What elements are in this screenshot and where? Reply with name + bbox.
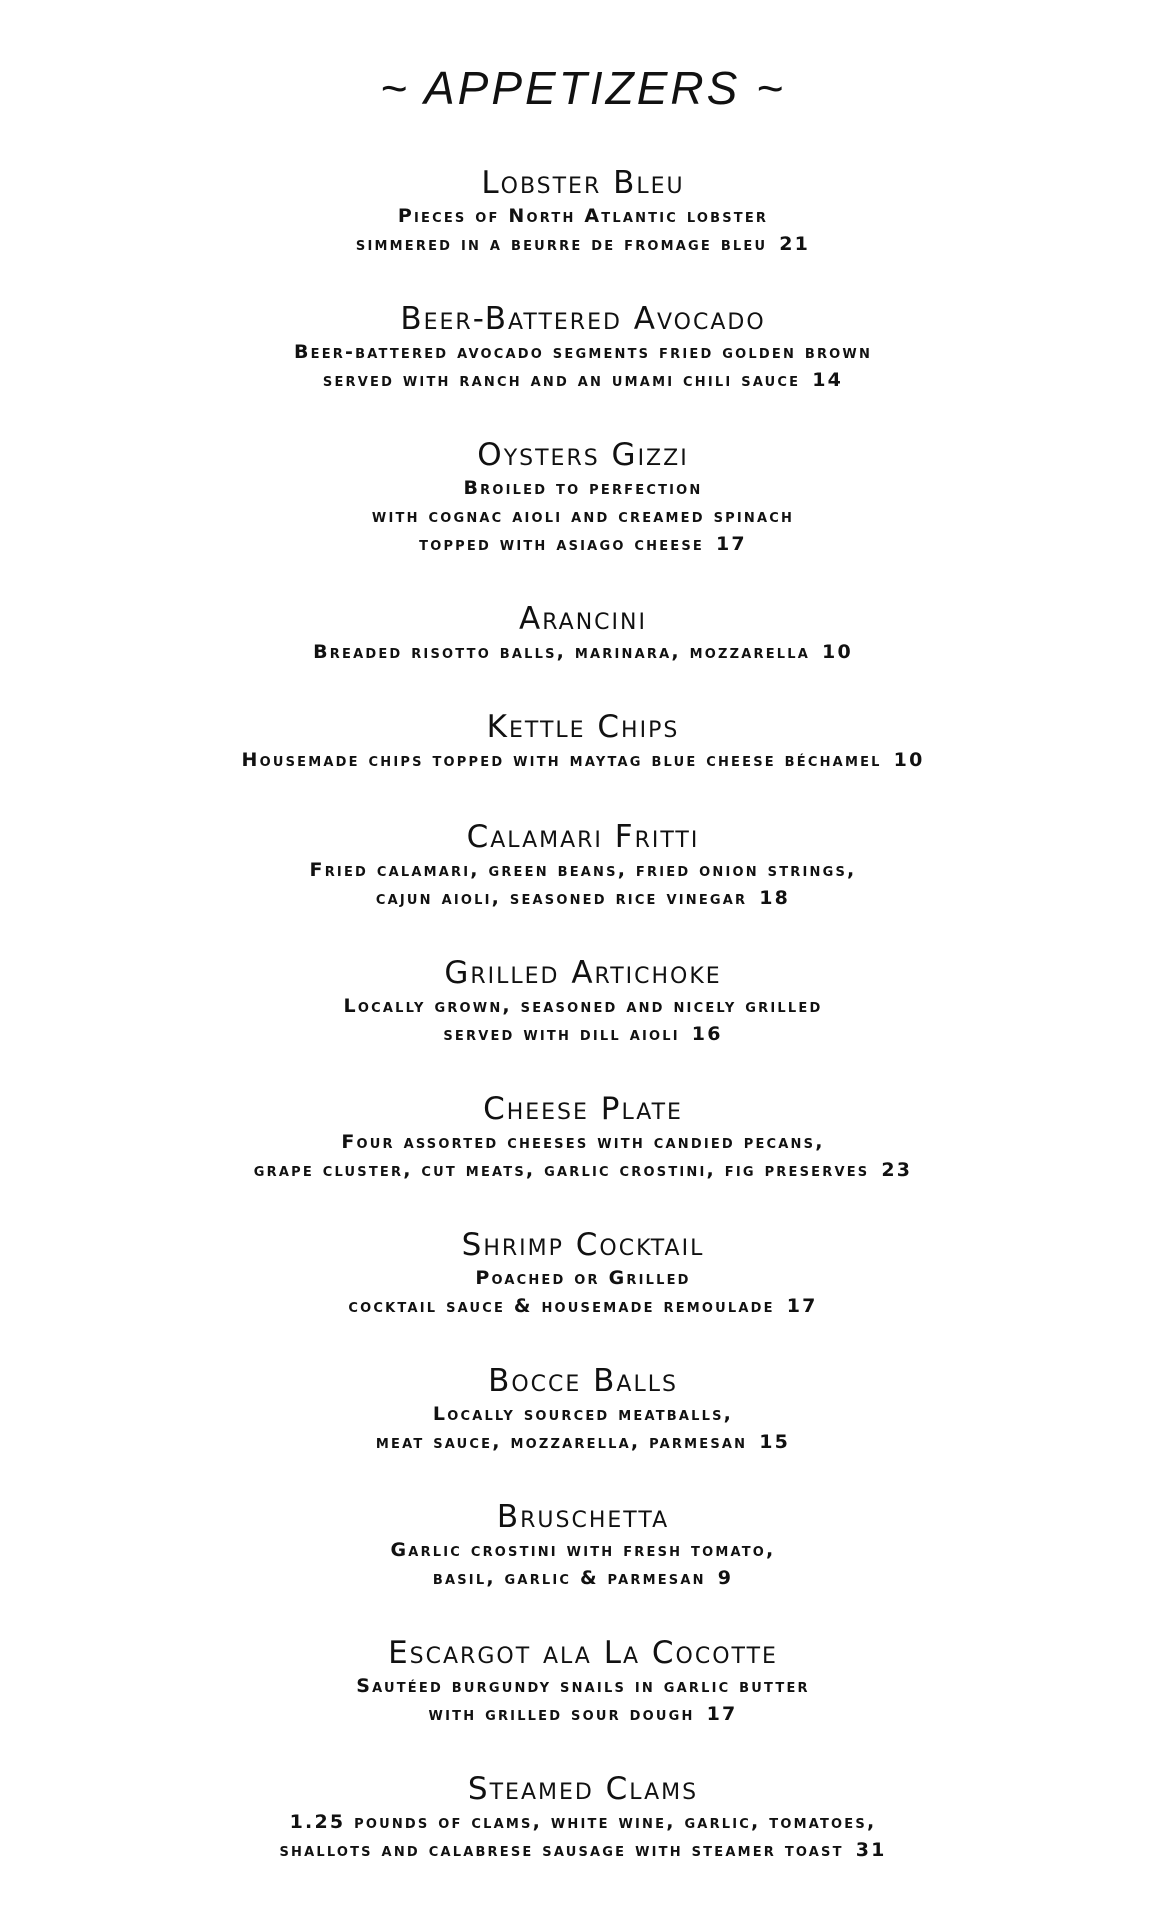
menu-item-name: Beer-Battered Avocado — [400, 301, 766, 337]
menu-item-description: Poached or Grilled — [475, 1267, 691, 1289]
menu-item-price: 23 — [881, 1159, 913, 1181]
menu-item-price: 21 — [779, 233, 811, 255]
menu-item-name: Bruschetta — [496, 1499, 670, 1535]
menu-item-description: meat sauce, mozzarella, parmesan 15 — [375, 1431, 791, 1453]
menu-item-name: Grilled Artichoke — [444, 955, 722, 991]
menu-item — [0, 1634, 1166, 1770]
menu-item-name: Bocce Balls — [488, 1363, 678, 1399]
menu-item — [0, 1498, 1166, 1634]
menu-item-description: Locally grown, seasoned and nicely grilled — [343, 995, 823, 1017]
menu-item-name: Lobster Bleu — [481, 165, 685, 201]
menu-item-price: 10 — [822, 641, 853, 663]
menu-item-description: shallots and calabrese sausage with steamer toast 31 — [279, 1839, 887, 1861]
menu-item-price: 17 — [786, 1295, 818, 1317]
menu-item — [0, 1362, 1166, 1498]
menu-item — [0, 1770, 1166, 1906]
menu-item-description: served with dill aioli 16 — [443, 1023, 723, 1045]
menu-item — [0, 954, 1166, 1090]
menu-item-description: topped with asiago cheese 17 — [419, 533, 747, 555]
menu-item — [0, 818, 1166, 954]
menu-item — [0, 1090, 1166, 1226]
menu-item-price: 14 — [812, 369, 844, 391]
menu-item-name: Steamed Clams — [467, 1771, 699, 1807]
menu-item-description: with grilled sour dough 17 — [428, 1703, 738, 1725]
menu-item-name: Shrimp Cocktail — [461, 1227, 705, 1263]
menu-item — [0, 1226, 1166, 1362]
menu-item-description: Beer-battered avocado segments fried golden brown — [293, 341, 873, 363]
menu-item-name: Escargot ala La Cocotte — [388, 1635, 778, 1671]
menu-item-description: cocktail sauce & housemade remoulade 17 — [348, 1295, 818, 1317]
menu-item-price: 18 — [759, 887, 791, 909]
menu-item-price: 15 — [759, 1431, 791, 1453]
menu-item-name: Arancini — [519, 601, 647, 637]
menu-item-name: Kettle Chips — [486, 709, 680, 745]
menu-item-description: Sautéed burgundy snails in garlic butter — [356, 1675, 810, 1697]
menu-item-description: basil, garlic & parmesan 9 — [432, 1567, 734, 1589]
menu-item-price: 17 — [706, 1703, 738, 1725]
menu-item — [0, 600, 1166, 708]
menu-item-name: Cheese Plate — [483, 1091, 683, 1127]
menu-item-price: 9 — [717, 1567, 734, 1589]
menu-item-description: Locally sourced meatballs, — [432, 1403, 734, 1425]
menu-item-description: Fried calamari, green beans, fried onion strings, — [309, 859, 857, 881]
menu-item — [0, 164, 1166, 300]
menu-item-price: 10 — [893, 749, 925, 771]
menu-item-description: Four assorted cheeses with candied pecans, — [341, 1131, 825, 1153]
menu-item-description: served with ranch and an umami chili sauce 14 — [322, 369, 844, 391]
menu-item — [0, 436, 1166, 600]
menu-item-description: Housemade chips topped with maytag blue cheese béchamel 10 — [241, 749, 925, 771]
menu-item-description: Broiled to perfection — [463, 477, 703, 499]
menu-item-name: Oysters Gizzi — [477, 437, 689, 473]
menu-title: ~ APPETIZERS ~ — [380, 62, 786, 114]
menu-item-price: 31 — [855, 1839, 887, 1861]
menu-item-price: 16 — [691, 1023, 723, 1045]
menu-item-description: simmered in a beurre de fromage bleu 21 — [355, 233, 811, 255]
menu-item-price: 17 — [716, 533, 747, 555]
menu-items-list — [0, 164, 1166, 1906]
menu-item-name: Calamari Fritti — [466, 819, 700, 855]
menu-item-description: Breaded risotto balls, marinara, mozzarella 10 — [313, 641, 853, 663]
menu-item — [0, 300, 1166, 436]
menu-item-description: grape cluster, cut meats, garlic crostini, fig preserves 23 — [253, 1159, 913, 1181]
menu-item-description: Garlic crostini with fresh tomato, — [390, 1539, 776, 1561]
menu-item-description: Pieces of North Atlantic lobster — [397, 205, 769, 227]
menu-item-description: 1.25 pounds of clams, white wine, garlic, tomatoes, — [289, 1811, 877, 1833]
menu-item-description: with cognac aioli and creamed spinach — [371, 505, 795, 527]
menu-item — [0, 708, 1166, 818]
menu-item-description: cajun aioli, seasoned rice vinegar 18 — [375, 887, 791, 909]
